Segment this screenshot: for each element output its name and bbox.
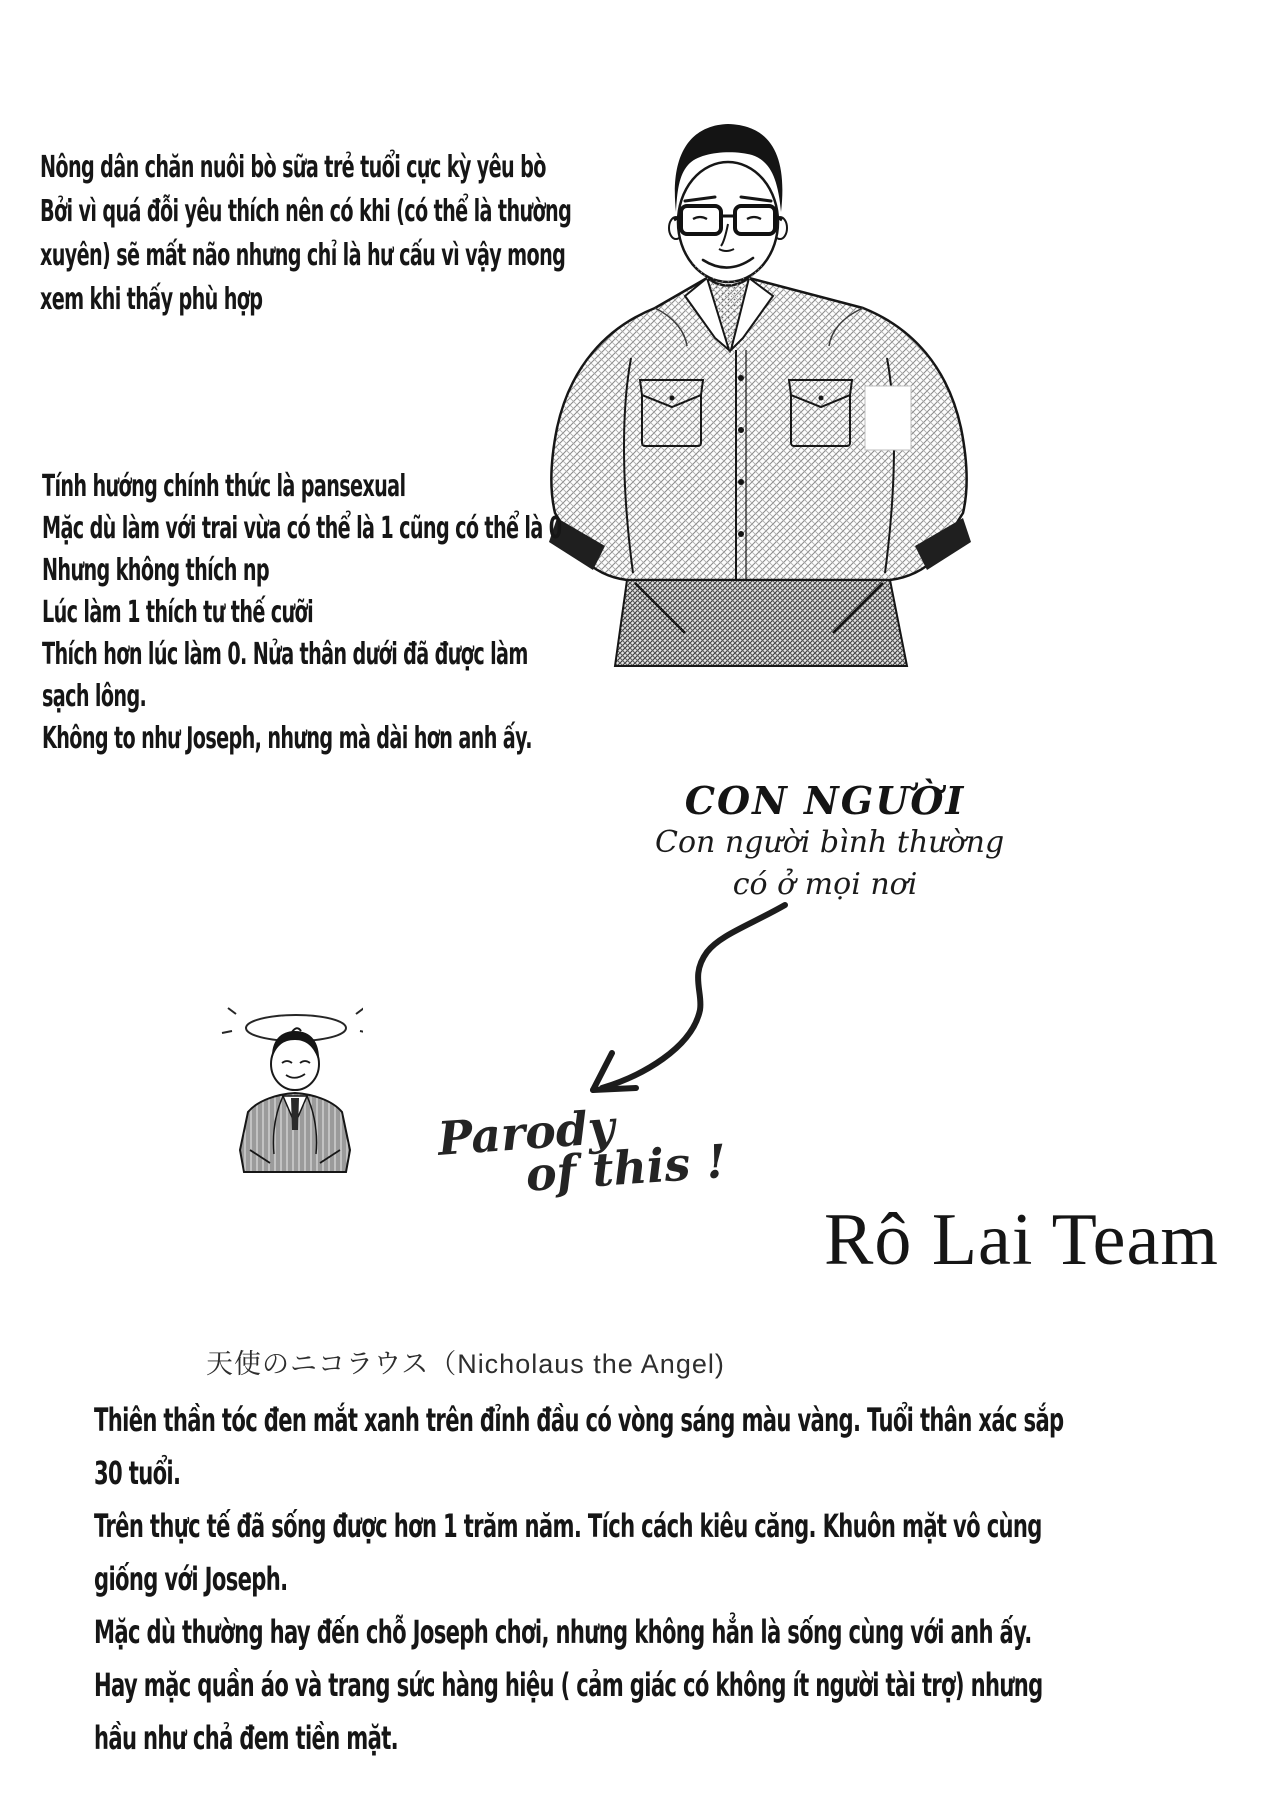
- text-line: Mặc dù làm với trai vừa có thể là 1 cũng có thể là 0: [42, 511, 562, 546]
- traits-note: [42, 466, 561, 760]
- text-line: xem khi thấy phù hợp: [40, 282, 263, 317]
- text-line: Không to như Joseph, nhưng mà dài hơn anh ấy.: [42, 721, 532, 756]
- farmer-illustration: [535, 118, 985, 668]
- text-line: Nhưng không thích np: [42, 553, 270, 588]
- trousers: [615, 580, 907, 666]
- team-credit: Rô Lai Team: [824, 1199, 1219, 1281]
- text-line: Thích hơn lúc làm 0. Nửa thân dưới đã được làm: [42, 637, 528, 672]
- text-line: Mặc dù thường hay đến chỗ Joseph chơi, nhưng không hẳn là sống cùng với anh ấy.: [94, 1613, 1032, 1651]
- angel-note: [94, 1394, 1063, 1765]
- text-line: giống với Joseph.: [94, 1560, 288, 1598]
- necktie: [291, 1098, 299, 1130]
- text-line: Hay mặc quần áo và trang sức hàng hiệu ( cảm giác có không ít người tài trợ) nhưng: [94, 1666, 1043, 1704]
- text-line: Trên thực tế đã sống được hơn 1 trăm năm. Tích cách kiêu căng. Khuôn mặt vô cùng: [94, 1507, 1042, 1545]
- parody-label-word1: Parody: [436, 1099, 617, 1166]
- species-title: CON NGƯỜI: [684, 778, 966, 823]
- text-line: xuyên) sẽ mất não nhưng chỉ là hư cấu vì vậy mong: [40, 238, 566, 273]
- angel-name-caption: 天使のニコラウス（Nicholaus the Angel): [206, 1349, 725, 1379]
- text-line: 30 tuổi.: [94, 1454, 181, 1492]
- text-line: hầu như chả đem tiền mặt.: [94, 1719, 399, 1757]
- blank-arm-patch: [865, 386, 911, 450]
- intro-note: [40, 146, 571, 322]
- text-line: Lúc làm 1 thích tư thế cưỡi: [42, 595, 314, 630]
- text-line: Nông dân chăn nuôi bò sữa trẻ tuổi cực kỳ yêu bò: [40, 150, 546, 185]
- text-line: sạch lông.: [42, 679, 147, 714]
- species-subtitle-line2: có ở mọi nơi: [732, 867, 918, 902]
- text-line: Thiên thần tóc đen mắt xanh trên đỉnh đầu có vòng sáng màu vàng. Tuổi thân xác sắp: [94, 1401, 1064, 1439]
- text-line: Tính hướng chính thức là pansexual: [42, 469, 406, 504]
- text-line: Bởi vì quá đỗi yêu thích nên có khi (có thể là thường: [40, 194, 572, 229]
- species-subtitle-line1: Con người bình thường: [655, 825, 1005, 860]
- curved-arrow-icon: [540, 880, 810, 1110]
- parody-label-word2: of this !: [524, 1133, 729, 1202]
- angel-illustration: [188, 1000, 363, 1175]
